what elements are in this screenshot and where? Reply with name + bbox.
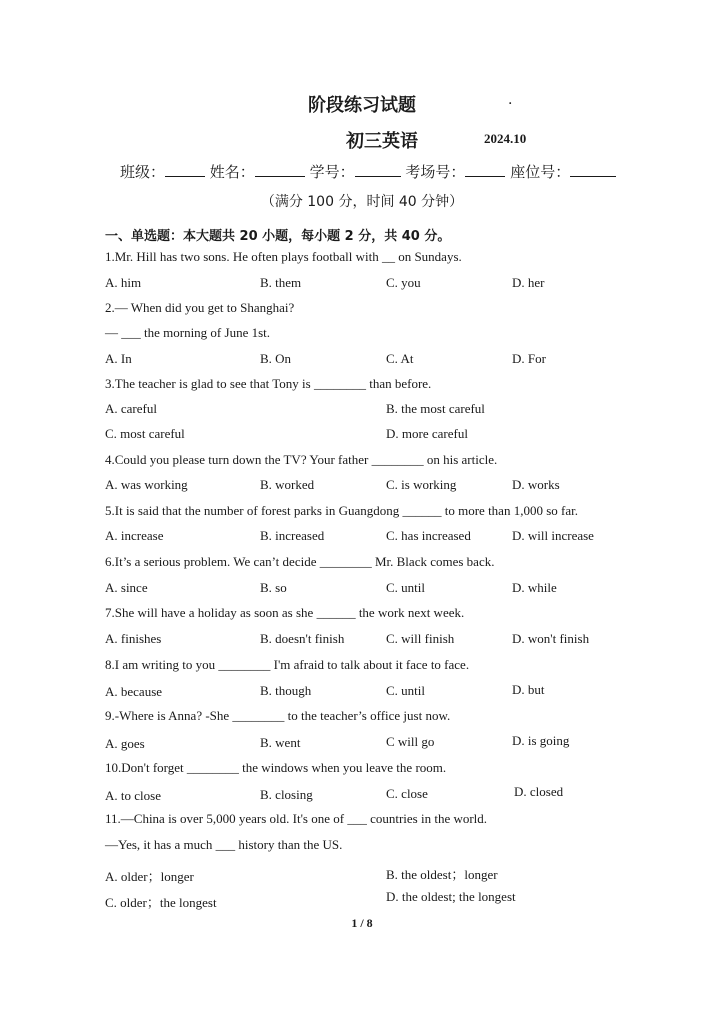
- question-stem: 1.Mr. Hill has two sons. He often plays football with __ on Sundays.: [105, 249, 462, 264]
- question-stem: 5.It is said that the number of forest parks in Guangdong ______ to more than 1,000 so far.: [105, 503, 578, 518]
- seat-label: 座位号：: [510, 163, 571, 181]
- option-c[interactable]: C. until: [386, 580, 426, 595]
- option-d[interactable]: D. more careful: [386, 426, 468, 441]
- question-stem-line2: — ___ the morning of June 1st.: [105, 325, 271, 340]
- option-c[interactable]: C. you: [386, 275, 421, 290]
- title-mark: ·: [508, 96, 513, 112]
- id-blank[interactable]: [355, 164, 401, 177]
- question-stem: 2.— When did you get to Shanghai?: [105, 300, 295, 315]
- option-b[interactable]: B. them: [260, 275, 302, 290]
- option-d[interactable]: D. while: [512, 580, 557, 595]
- option-a[interactable]: A. careful: [105, 401, 157, 416]
- option-d[interactable]: D. works: [512, 477, 560, 492]
- class-blank[interactable]: [165, 164, 205, 177]
- option-b[interactable]: B. the most careful: [386, 401, 485, 416]
- option-c[interactable]: C. At: [386, 351, 414, 366]
- question-stem: 7.She will have a holiday as soon as she ______ the work next week.: [105, 605, 465, 620]
- question-stem: 10.Don't forget ________ the windows when you leave the room.: [105, 760, 447, 775]
- room-blank[interactable]: [465, 164, 505, 177]
- option-d[interactable]: D. will increase: [512, 528, 594, 543]
- class-label: 班级：: [120, 163, 166, 181]
- option-a[interactable]: A. In: [105, 351, 132, 366]
- name-label: 姓名：: [209, 163, 255, 181]
- question-stem: 11.—China is over 5,000 years old. It's one of ___ countries in the world.: [105, 811, 488, 826]
- option-c[interactable]: C. has increased: [386, 528, 471, 543]
- question-stem: 8.I am writing to you ________ I'm afraid to talk about it face to face.: [105, 657, 470, 672]
- name-blank[interactable]: [255, 164, 305, 177]
- exam-date: 2024.10: [484, 131, 527, 146]
- option-c[interactable]: C will go: [386, 734, 435, 749]
- option-d[interactable]: D. is going: [512, 733, 570, 748]
- seat-blank[interactable]: [570, 164, 616, 177]
- option-a[interactable]: A. older；longer: [105, 869, 194, 884]
- option-b[interactable]: B. though: [260, 683, 312, 698]
- exam-title: 阶段练习试题: [308, 95, 416, 116]
- option-b[interactable]: B. the oldest；longer: [386, 867, 498, 882]
- option-b[interactable]: B. closing: [260, 787, 313, 802]
- student-info-row: [120, 161, 616, 182]
- option-b[interactable]: B. doesn't finish: [260, 631, 345, 646]
- option-c[interactable]: C. will finish: [386, 631, 455, 646]
- option-d[interactable]: D. the oldest; the longest: [386, 889, 516, 904]
- option-a[interactable]: A. goes: [105, 736, 145, 751]
- question-stem: 6.It’s a serious problem. We can’t decide ________ Mr. Black comes back.: [105, 554, 495, 569]
- option-a[interactable]: A. increase: [105, 528, 164, 543]
- option-b[interactable]: B. worked: [260, 477, 315, 492]
- score-time-note: （满分 100 分，时间 40 分钟）: [260, 194, 464, 210]
- option-a[interactable]: A. to close: [105, 788, 161, 803]
- question-stem: 3.The teacher is glad to see that Tony is ________ than before.: [105, 376, 432, 391]
- exam-subtitle: 初三英语: [346, 131, 418, 152]
- room-label: 考场号：: [405, 163, 466, 181]
- option-c[interactable]: C. until: [386, 683, 426, 698]
- option-d[interactable]: D. For: [512, 351, 546, 366]
- question-stem-line2: —Yes, it has a much ___ history than the US.: [105, 837, 343, 852]
- option-a[interactable]: A. him: [105, 275, 142, 290]
- option-b[interactable]: B. so: [260, 580, 287, 595]
- option-c[interactable]: C. close: [386, 786, 428, 801]
- section-title: 一、单选题：本大题共 20 小题，每小题 2 分，共 40 分。: [105, 229, 451, 244]
- option-b[interactable]: B. increased: [260, 528, 325, 543]
- option-d[interactable]: D. closed: [514, 784, 564, 799]
- option-a[interactable]: A. finishes: [105, 631, 162, 646]
- option-b[interactable]: B. On: [260, 351, 292, 366]
- option-c[interactable]: C. older；the longest: [105, 895, 217, 910]
- option-d[interactable]: D. her: [512, 275, 545, 290]
- question-stem: 4.Could you please turn down the TV? Your father ________ on his article.: [105, 452, 498, 467]
- option-b[interactable]: B. went: [260, 735, 301, 750]
- page-number: 1 / 8: [351, 916, 373, 930]
- option-d[interactable]: D. but: [512, 682, 545, 697]
- question-stem: 9.-Where is Anna? -She ________ to the teacher’s office just now.: [105, 708, 451, 723]
- option-a[interactable]: A. since: [105, 580, 148, 595]
- option-c[interactable]: C. most careful: [105, 426, 185, 441]
- id-label: 学号：: [309, 163, 355, 181]
- option-d[interactable]: D. won't finish: [512, 631, 590, 646]
- option-a[interactable]: A. because: [105, 684, 163, 699]
- option-a[interactable]: A. was working: [105, 477, 188, 492]
- option-c[interactable]: C. is working: [386, 477, 457, 492]
